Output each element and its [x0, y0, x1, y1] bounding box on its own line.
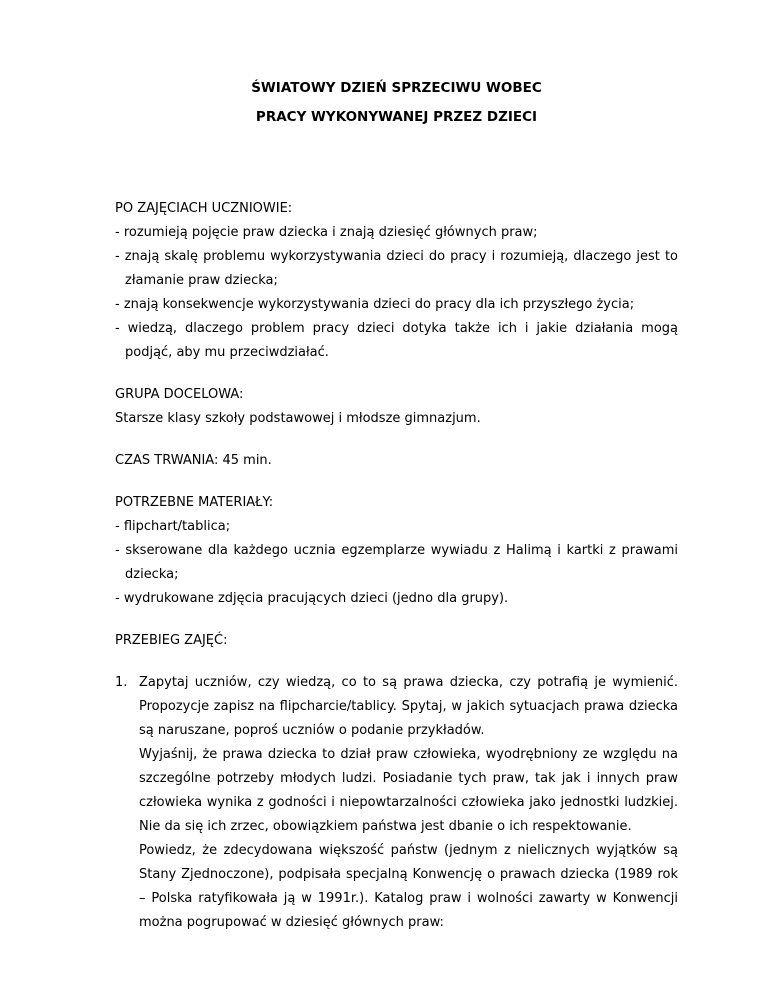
- outcome-item: - znają skalę problemu wykorzystywania dzieci do pracy i rozumieją, dlaczego jest to złamanie praw dziecka;: [115, 249, 678, 288]
- procedure-step-1: [115, 671, 678, 935]
- materials-section: [115, 491, 678, 611]
- spacer: [115, 473, 678, 491]
- target-group-heading: GRUPA DOCELOWA:: [115, 387, 244, 402]
- outcome-item: - wiedzą, dlaczego problem pracy dzieci dotyka także ich i jakie działania mogą podjąć, aby mu przeciwdziałać.: [115, 321, 678, 360]
- materials-heading: POTRZEBNE MATERIAŁY:: [115, 495, 274, 510]
- outcome-item: - znają konsekwencje wykorzystywania dzieci do pracy dla ich przyszłego życia;: [115, 297, 635, 312]
- material-item: - skserowane dla każdego ucznia egzemplarze wywiadu z Halimą i kartki z prawami dziecka;: [115, 543, 678, 582]
- target-group-text: Starsze klasy szkoły podstawowej i młodsze gimnazjum.: [115, 411, 481, 426]
- material-item: - wydrukowane zdjęcia pracujących dzieci (jedno dla grupy).: [115, 591, 509, 606]
- step-paragraph: Powiedz, że zdecydowana większość państw (jednym z nielicznych wyjątków są Stany Zjednoczone), podpisała specjalną Konwencję o prawach dziecka (1989 rok – Polska ratyfikowała ją w 1991r.). Katalog praw i wolności zawarty w Konwencji można pogrupować w dziesięć głównych praw:: [139, 843, 678, 930]
- spacer: [115, 365, 678, 383]
- step-body: [139, 671, 678, 935]
- duration-text: CZAS TRWANIA: 45 min.: [115, 453, 272, 468]
- document-body: [115, 197, 678, 935]
- material-item: - flipchart/tablica;: [115, 519, 231, 534]
- procedure-section: [115, 629, 678, 935]
- document-title-line-1: ŚWIATOWY DZIEŃ SPRZECIWU WOBEC: [251, 80, 542, 96]
- duration-section: [115, 449, 678, 473]
- step-paragraph: Wyjaśnij, że prawa dziecka to dział praw człowieka, wyodrębniony ze względu na szczególne potrzeby młodych ludzi. Posiadanie tych praw, tak jak i innych praw człowieka wynika z godności i niepowtarzalności człowieka jako jednostki ludzkiej. Nie da się ich zrzec, obowiązkiem państwa jest dbanie o ich respektowanie.: [139, 747, 678, 834]
- spacer: [115, 611, 678, 629]
- document-title-line-2: PRACY WYKONYWANEJ PRZEZ DZIECI: [255, 109, 538, 125]
- outcomes-section: [115, 197, 678, 365]
- outcomes-heading: PO ZAJĘCIACH UCZNIOWIE:: [115, 201, 293, 216]
- step-paragraph: Zapytaj uczniów, czy wiedzą, co to są prawa dziecka, czy potrafią je wymienić. Propozycje zapisz na flipcharcie/tablicy. Spytaj, w jakich sytuacjach prawa dziecka są naruszane, poproś uczniów o podanie przykładów.: [139, 675, 678, 738]
- spacer: [115, 431, 678, 449]
- title-block: [115, 74, 678, 132]
- target-group-section: [115, 383, 678, 431]
- outcome-item: - rozumieją pojęcie praw dziecka i znają dziesięć głównych praw;: [115, 225, 538, 240]
- step-number: 1.: [115, 675, 128, 690]
- procedure-heading: PRZEBIEG ZAJĘĆ:: [115, 633, 228, 648]
- spacer: [115, 653, 678, 671]
